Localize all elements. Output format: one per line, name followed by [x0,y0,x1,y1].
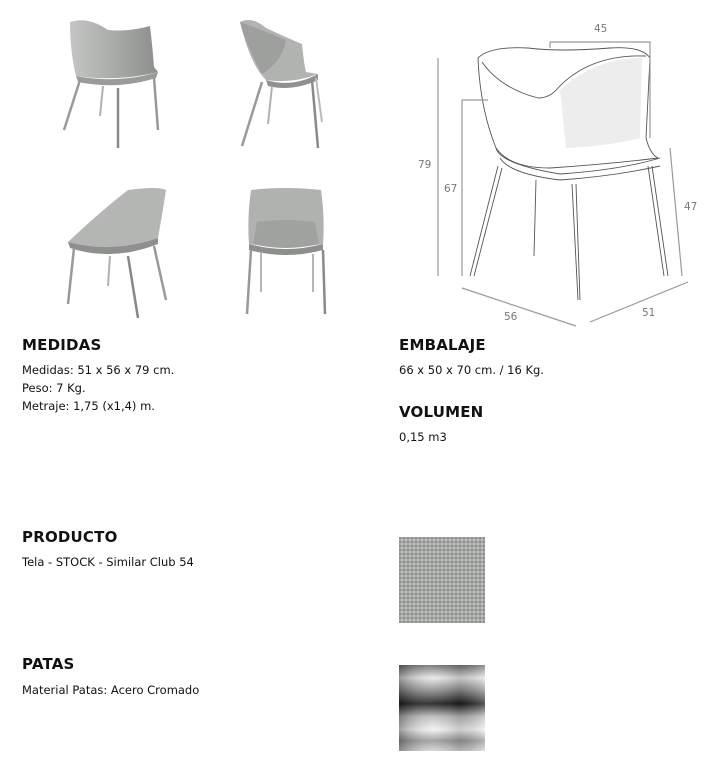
dim-arm-height: 67 [444,183,458,195]
medidas-line-3: Metraje: 1,75 (x1,4) m. [22,399,155,413]
embalaje-heading: EMBALAJE [399,336,486,354]
dimension-drawing [410,18,710,328]
volumen-text: 0,15 m3 [399,430,447,444]
chair-photo-back [62,186,172,320]
chair-photo-front [243,188,329,320]
patas-heading: PATAS [22,655,75,673]
dim-seat-height: 47 [684,201,698,213]
medidas-heading: MEDIDAS [22,336,102,354]
medidas-line-1: Medidas: 51 x 56 x 79 cm. [22,363,175,377]
dim-depth: 56 [504,311,518,323]
chrome-swatch [399,665,485,751]
volumen-heading: VOLUMEN [399,403,484,421]
fabric-swatch [399,537,485,623]
producto-heading: PRODUCTO [22,528,118,546]
dim-top-width: 45 [594,23,608,35]
chair-photo-front-left [58,12,168,152]
dim-width: 51 [642,307,656,319]
embalaje-text: 66 x 50 x 70 cm. / 16 Kg. [399,363,544,377]
chair-photo-side [232,14,332,154]
patas-text: Material Patas: Acero Cromado [22,683,200,697]
medidas-line-2: Peso: 7 Kg. [22,381,86,395]
producto-text: Tela - STOCK - Similar Club 54 [22,555,194,569]
dim-total-height: 79 [418,159,432,171]
